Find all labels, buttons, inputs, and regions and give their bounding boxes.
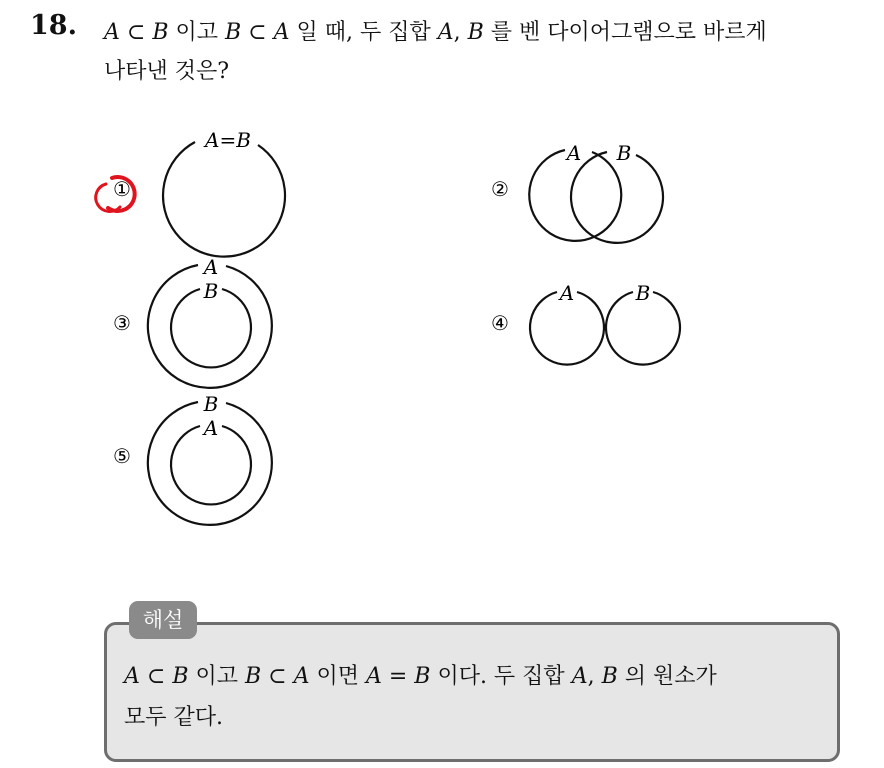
math-symbol: B <box>172 664 189 689</box>
choice-4[interactable] <box>491 281 680 365</box>
math-symbol: A <box>437 20 454 45</box>
text-segment: 일 때, 두 집합 <box>289 20 438 45</box>
math-symbol: A <box>273 20 290 45</box>
solution-box <box>104 622 840 762</box>
text-segment: 의 원소가 <box>617 664 717 689</box>
set-label-a: A <box>566 141 582 165</box>
math-symbol: B <box>224 20 242 45</box>
text-segment: ⊂ <box>139 664 173 689</box>
set-label-b: B <box>616 141 632 165</box>
choice-3[interactable] <box>113 255 272 388</box>
text-segment: ⊂ <box>119 20 153 45</box>
choice-5-number: ⑤ <box>113 444 131 468</box>
choice-5[interactable] <box>113 392 272 525</box>
question-text-line2: 나타낸 것은? <box>104 59 230 84</box>
text-segment: 이다. 두 집합 <box>430 664 572 689</box>
text-segment: , <box>453 20 468 45</box>
choice-1-number: ① <box>113 177 131 201</box>
choice-2[interactable] <box>491 141 663 243</box>
set-label-a-equals-b: A=B <box>205 128 251 152</box>
set-label-a: A <box>203 255 219 279</box>
math-symbol: B <box>414 664 431 689</box>
text-segment: 를 벤 다이어그램으로 바르게 <box>483 20 767 45</box>
text-segment: ⊂ <box>261 664 294 689</box>
set-label-b: B <box>203 392 219 416</box>
math-symbol: B <box>467 20 484 45</box>
text-segment: 이고 <box>168 20 225 45</box>
set-label-b: B <box>635 281 651 305</box>
set-label-b: B <box>203 279 219 303</box>
solution-text-line1 <box>124 659 717 690</box>
text-segment: ⊂ <box>241 20 274 45</box>
set-circle <box>163 142 285 257</box>
choice-1[interactable] <box>96 128 285 257</box>
question-number: 18. <box>30 10 77 41</box>
choice-3-number: ③ <box>113 311 131 335</box>
math-symbol: B <box>152 20 169 45</box>
choice-2-number: ② <box>491 177 509 201</box>
math-symbol: B <box>244 664 262 689</box>
math-symbol: A <box>293 664 310 689</box>
math-symbol: A <box>571 664 588 689</box>
solution-text-line2: 모두 같다. <box>124 705 223 730</box>
choice-4-number: ④ <box>491 311 509 335</box>
math-symbol: A <box>104 20 120 45</box>
math-symbol: A <box>124 664 140 689</box>
set-circle-b <box>571 152 663 243</box>
text-segment: 이면 <box>309 664 366 689</box>
text-segment: = <box>381 664 415 689</box>
text-segment: , <box>587 664 602 689</box>
text-segment: 이고 <box>188 664 245 689</box>
set-label-a: A <box>203 416 219 440</box>
math-symbol: B <box>601 664 618 689</box>
solution-tab: 해설 <box>129 601 197 639</box>
set-label-a: A <box>559 281 575 305</box>
math-symbol: A <box>365 664 382 689</box>
